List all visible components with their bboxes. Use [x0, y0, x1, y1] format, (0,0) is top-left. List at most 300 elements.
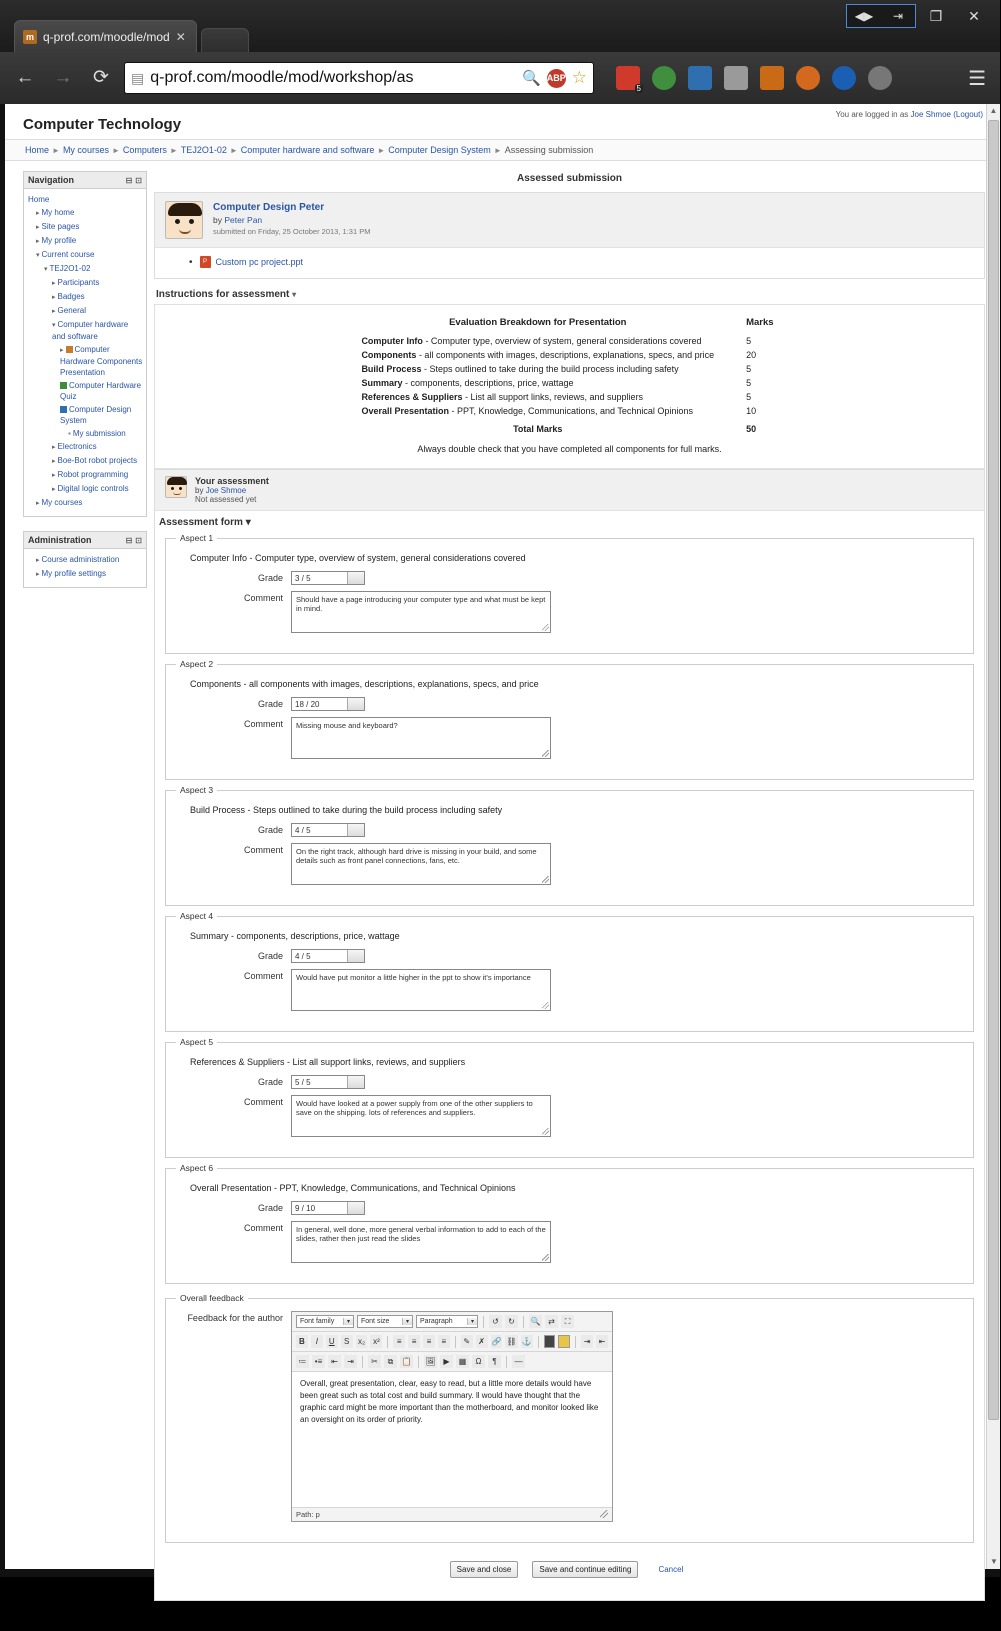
- submission-title[interactable]: [213, 201, 370, 213]
- overall-feedback-section: [165, 1293, 974, 1543]
- aspect-description: Summary - components, descriptions, price, wattage: [190, 931, 400, 941]
- powerpoint-icon: P: [200, 256, 211, 268]
- grade-label: Grade: [257, 1203, 283, 1213]
- pen-icon[interactable]: [724, 66, 748, 90]
- navigation-block-body: [24, 189, 146, 516]
- align-center-icon[interactable]: ≡: [408, 1335, 420, 1348]
- sidebar-item-label[interactable]: Home: [28, 195, 50, 204]
- chevron-down-icon[interactable]: [347, 698, 364, 710]
- administration-block-header: [24, 532, 146, 549]
- resize-handle[interactable]: [542, 1128, 549, 1135]
- background-color-icon[interactable]: [558, 1335, 570, 1348]
- criterion-name: Overall Presentation: [361, 406, 449, 416]
- font-size-value: Font size: [361, 1318, 390, 1325]
- tab-strip: [14, 18, 249, 52]
- aspect-2: [165, 659, 974, 780]
- chevron-down-icon[interactable]: ▾: [402, 1318, 412, 1325]
- editor-toolbar-row-2: [292, 1332, 612, 1352]
- align-justify-icon[interactable]: ≡: [438, 1335, 450, 1348]
- comment-textarea[interactable]: [291, 717, 551, 759]
- chevron-down-icon[interactable]: [347, 1202, 364, 1214]
- avatar: [165, 476, 187, 498]
- subscript-icon[interactable]: x₂: [356, 1335, 368, 1348]
- chart-icon[interactable]: [688, 66, 712, 90]
- breadcrumb-item-1[interactable]: My courses: [62, 145, 109, 155]
- italic-icon[interactable]: I: [311, 1335, 323, 1348]
- reload-icon[interactable]: ⟳: [93, 67, 109, 88]
- save-and-continue-button[interactable]: Save and continue editing: [532, 1561, 638, 1578]
- tab-favicon: m: [23, 30, 37, 44]
- table-row-total: [355, 418, 783, 436]
- sidebar-item-label[interactable]: Course administration: [41, 555, 120, 564]
- sidebar-item-label[interactable]: My submission: [72, 429, 126, 438]
- chevron-down-icon[interactable]: ▾: [292, 290, 297, 299]
- breadcrumb-sep: ►: [169, 146, 178, 155]
- sidebar-item-badges[interactable]: [28, 290, 143, 304]
- resize-handle[interactable]: [600, 1510, 608, 1518]
- chevron-right-icon: ▸: [36, 500, 40, 507]
- breadcrumb-item-6: Assessing submission: [504, 145, 594, 155]
- sidebar-item-course-administration[interactable]: [28, 553, 143, 567]
- chevron-down-icon: ▾: [52, 322, 56, 329]
- submission-author: [213, 215, 370, 225]
- editor-content[interactable]: Overall, great presentation, clear, easy to read, but a little more details would have been great such as total cost and build summary. ll would have thought that the graphic card might be more important than the motherboard, and monitor looked like an oversight on its order of priority.: [292, 1372, 612, 1507]
- grade-row: [176, 823, 963, 837]
- assessed-submission-heading: Assessed submission: [516, 173, 623, 184]
- grade-select[interactable]: [291, 1201, 365, 1215]
- aspect-description: Build Process - Steps outlined to take during the build process including safety: [190, 805, 503, 815]
- new-tab-button[interactable]: [201, 28, 249, 52]
- chevron-right-icon: ▸: [52, 458, 56, 465]
- chevron-right-icon: ▸: [52, 308, 56, 315]
- sidebar-item-label[interactable]: Site pages: [41, 222, 80, 231]
- sidebar-item-label[interactable]: Computer hardware and software: [52, 320, 129, 341]
- remove-format-icon[interactable]: ✗: [476, 1335, 488, 1348]
- mark-cell: 5: [746, 392, 752, 402]
- bookmark-star-icon[interactable]: ☆: [571, 68, 587, 87]
- search-icon[interactable]: 🔍: [522, 70, 541, 87]
- close-icon[interactable]: ✕: [175, 29, 186, 44]
- chevron-right-icon: ▸: [52, 486, 56, 493]
- sidebar-item-home[interactable]: [28, 193, 143, 206]
- paragraph-style-select[interactable]: [416, 1315, 478, 1328]
- chevron-right-icon: ▸: [52, 280, 56, 287]
- divider: [538, 1336, 539, 1348]
- your-assessment-header: [155, 470, 984, 511]
- unordered-list-icon[interactable]: •≡: [312, 1355, 325, 1368]
- scroll-up-icon[interactable]: ▲: [989, 106, 998, 115]
- underline-icon[interactable]: U: [326, 1335, 338, 1348]
- instructions-title[interactable]: [156, 289, 985, 300]
- image-icon[interactable]: 🖼: [425, 1357, 436, 1366]
- criterion-detail: - Steps outlined to take during the build process including safety: [421, 364, 679, 374]
- dock-right-icon[interactable]: ⇥: [892, 9, 904, 23]
- fullscreen-icon[interactable]: ⛶: [561, 1315, 574, 1328]
- list-item[interactable]: [189, 256, 974, 268]
- dock-icon[interactable]: ⊡: [135, 535, 142, 545]
- window-icon[interactable]: [760, 66, 784, 90]
- comment-label: Comment: [243, 593, 283, 603]
- rich-text-editor[interactable]: [291, 1311, 613, 1522]
- resize-handle[interactable]: [542, 1254, 549, 1261]
- criterion-name: References & Suppliers: [361, 392, 463, 402]
- text-color-icon[interactable]: [544, 1335, 556, 1348]
- mark-cell: 5: [746, 364, 752, 374]
- sidebar-item-label[interactable]: Boe-Bot robot projects: [57, 456, 138, 465]
- aspect-4: [165, 911, 974, 1032]
- table-row: [355, 404, 783, 418]
- assessment-form-title-text: Assessment form: [159, 517, 243, 528]
- copy-icon[interactable]: ⧉: [384, 1355, 397, 1368]
- comment-textarea[interactable]: [291, 591, 551, 633]
- grade-row: [176, 949, 963, 963]
- evaluation-breakdown-table: [355, 315, 783, 436]
- logout-link[interactable]: (Logout): [953, 110, 983, 119]
- chevron-down-icon[interactable]: [347, 572, 364, 584]
- media-icon[interactable]: ▶: [440, 1355, 453, 1368]
- submission-meta: [213, 201, 370, 236]
- submission-title-link[interactable]: Computer Design Peter: [213, 202, 325, 213]
- workshop-icon: [60, 406, 67, 413]
- link-icon[interactable]: 🔗: [491, 1337, 502, 1346]
- window-controls: [846, 4, 992, 28]
- sidebar-item-tej2o1[interactable]: [28, 262, 143, 276]
- chevron-right-icon: ▸: [36, 238, 40, 245]
- feedback-label: Feedback for the author: [187, 1313, 283, 1323]
- sidebar-item-label[interactable]: My profile settings: [41, 569, 106, 578]
- page-icon: ▤: [131, 69, 145, 86]
- comment-label: Comment: [243, 719, 283, 729]
- sidebar-item-participants[interactable]: [28, 276, 143, 290]
- sidebar-item-my-home[interactable]: [28, 206, 143, 220]
- comment-text: On the right track, although hard drive is missing in your build, and some details such as front panel connections, fans, etc.: [296, 847, 537, 865]
- sidebar-item-computer-hardware-quiz[interactable]: [28, 379, 143, 403]
- undo-icon[interactable]: ↺: [489, 1315, 502, 1328]
- chevron-right-icon: ▸: [36, 224, 40, 231]
- refresh-circle-icon[interactable]: [796, 66, 820, 90]
- font-family-select[interactable]: [296, 1315, 354, 1328]
- grade-select[interactable]: [291, 1075, 365, 1089]
- replace-icon[interactable]: ⇄: [545, 1315, 558, 1328]
- administration-block-title: Administration: [28, 535, 92, 545]
- page-title: Computer Technology: [23, 116, 182, 133]
- collapse-icon[interactable]: ⊟: [125, 175, 133, 185]
- chevron-down-icon[interactable]: ▾: [343, 1318, 353, 1325]
- breadcrumb-item-5[interactable]: Computer Design System: [388, 145, 491, 155]
- breadcrumb-sep: ►: [377, 146, 386, 155]
- resize-handle[interactable]: [542, 624, 549, 631]
- cancel-button[interactable]: Cancel: [652, 1561, 689, 1578]
- submission-author-link[interactable]: Peter Pan: [224, 215, 263, 225]
- sidebar-item-label[interactable]: Badges: [57, 292, 85, 301]
- sidebar-item-my-courses[interactable]: [28, 496, 143, 510]
- submission-header: [155, 193, 984, 248]
- grade-label: Grade: [257, 951, 283, 961]
- criterion-detail: - all components with images, descriptions, explanations, specs, and price: [416, 350, 715, 360]
- font-size-select[interactable]: [357, 1315, 413, 1328]
- attachment-link[interactable]: Custom pc project.ppt: [215, 257, 304, 267]
- submission-panel: [154, 192, 985, 279]
- download-icon[interactable]: [832, 66, 856, 90]
- navigation-block: [23, 171, 147, 517]
- find-icon[interactable]: 🔍: [530, 1317, 541, 1326]
- comment-textarea[interactable]: [291, 1221, 551, 1263]
- close-window-icon[interactable]: ✕: [968, 8, 980, 24]
- menu-icon[interactable]: ☰: [968, 67, 986, 90]
- sidebar-item-general[interactable]: [28, 304, 143, 318]
- criterion-cell: [355, 334, 720, 348]
- sidebar-item-label[interactable]: Computer Hardware Components Presentation: [60, 345, 143, 377]
- table-icon[interactable]: ▦: [456, 1355, 469, 1368]
- resize-handle[interactable]: [542, 750, 549, 757]
- outdent-icon[interactable]: ⇤: [328, 1355, 341, 1368]
- sidebar-item-computer-hardware-and-software[interactable]: [28, 318, 143, 343]
- dock-icon[interactable]: ⊡: [135, 175, 142, 185]
- sidebar-item-label[interactable]: Digital logic controls: [57, 484, 129, 493]
- sidebar-item-my-submission[interactable]: [28, 427, 143, 440]
- chevron-down-icon[interactable]: [347, 824, 364, 836]
- cleanup-icon[interactable]: ✎: [461, 1335, 473, 1348]
- chevron-right-icon: ▸: [52, 294, 56, 301]
- grade-label: Grade: [257, 573, 283, 583]
- ltr-icon[interactable]: ⇥: [581, 1335, 593, 1348]
- divider: [575, 1336, 576, 1348]
- sidebar-item-site-pages[interactable]: [28, 220, 143, 234]
- breadcrumb-sep: ►: [111, 146, 120, 155]
- sidebar: [5, 161, 150, 602]
- comment-label: Comment: [243, 971, 283, 981]
- comment-row: [176, 969, 963, 1011]
- strikethrough-icon[interactable]: S: [341, 1335, 353, 1348]
- logged-in-user-link[interactable]: Joe Shmoe: [910, 110, 951, 119]
- page-scrollbar[interactable]: [986, 104, 1000, 1569]
- grade-value: 4 / 5: [295, 825, 311, 835]
- breadcrumb-item-2[interactable]: Computers: [122, 145, 167, 155]
- criterion-name: Build Process: [361, 364, 422, 374]
- superscript-icon[interactable]: x²: [370, 1335, 382, 1348]
- chevron-down-icon[interactable]: [347, 1076, 364, 1088]
- grade-label: Grade: [257, 825, 283, 835]
- divider: [455, 1336, 456, 1348]
- sidebar-item-label[interactable]: Participants: [57, 278, 100, 287]
- comment-textarea[interactable]: [291, 1095, 551, 1137]
- sidebar-item-digital-logic-controls[interactable]: [28, 482, 143, 496]
- sidebar-item-label[interactable]: My profile: [41, 236, 77, 245]
- sidebar-item-label[interactable]: My courses: [41, 498, 83, 507]
- ordered-list-icon[interactable]: ≔: [296, 1355, 309, 1368]
- breadcrumb-item-3[interactable]: TEJ2O1-02: [180, 145, 227, 155]
- aspect-legend: Aspect 3: [176, 785, 217, 795]
- tab-title: q-prof.com/moodle/mod: [43, 29, 170, 44]
- your-assessment-author: [195, 486, 269, 495]
- editor-path-label: Path: p: [296, 1510, 320, 1519]
- dock-left-icon[interactable]: ◀▶: [854, 9, 874, 23]
- assessor-link[interactable]: Joe Shmoe: [205, 486, 247, 495]
- adblock-icon[interactable]: ABP: [547, 69, 566, 88]
- extension-toolbar: [616, 66, 892, 90]
- leaf-icon[interactable]: [652, 66, 676, 90]
- bold-icon[interactable]: B: [296, 1335, 308, 1348]
- aspect-description: References & Suppliers - List all support links, reviews, and suppliers: [190, 1057, 466, 1067]
- criterion-cell: [355, 404, 720, 418]
- comment-text: Should have a page introducing your computer type and what must be kept in mind.: [296, 595, 546, 613]
- comment-textarea[interactable]: [291, 843, 551, 885]
- equation-icon[interactable]: Ω: [472, 1355, 485, 1368]
- special-char-icon[interactable]: ¶: [488, 1355, 501, 1368]
- scrollbar-thumb[interactable]: [988, 120, 999, 1420]
- align-left-icon[interactable]: ≡: [393, 1335, 405, 1348]
- unlink-icon[interactable]: ⛓: [506, 1337, 517, 1346]
- comment-label: Comment: [243, 1223, 283, 1233]
- save-and-close-button[interactable]: Save and close: [450, 1561, 519, 1578]
- aspect-5: [165, 1037, 974, 1158]
- rtl-icon[interactable]: ⇤: [596, 1335, 608, 1348]
- resize-handle[interactable]: [542, 876, 549, 883]
- logged-in-status: [836, 110, 983, 119]
- bullet-icon: ▪: [68, 429, 71, 438]
- aspect-legend: Aspect 5: [176, 1037, 217, 1047]
- chevron-down-icon[interactable]: ▾: [245, 517, 251, 528]
- divider: [483, 1316, 484, 1328]
- grade-value: 3 / 5: [295, 573, 311, 583]
- grade-row: [176, 1075, 963, 1089]
- divider: [418, 1356, 419, 1368]
- criterion-detail: - Computer type, overview of system, general considerations covered: [422, 336, 702, 346]
- sidebar-item-label[interactable]: Computer Hardware Quiz: [60, 381, 142, 401]
- sidebar-item-label[interactable]: Electronics: [57, 442, 97, 451]
- chevron-right-icon: ▸: [60, 347, 64, 354]
- table-row: [355, 376, 783, 390]
- chevron-down-icon: ▾: [36, 252, 40, 259]
- sidebar-item-label[interactable]: Computer Design System: [60, 405, 132, 425]
- resize-handle[interactable]: [542, 1002, 549, 1009]
- sidebar-item-computer-design-system[interactable]: [28, 403, 143, 427]
- globe-icon[interactable]: [868, 66, 892, 90]
- by-prefix: by: [213, 215, 222, 225]
- marks-header: Marks: [746, 317, 774, 328]
- mark-cell: 20: [746, 350, 757, 360]
- grade-select[interactable]: [291, 949, 365, 963]
- grade-value: 9 / 10: [295, 1203, 316, 1213]
- feedback-row: [176, 1311, 963, 1522]
- indent-icon[interactable]: ⇥: [344, 1355, 357, 1368]
- chevron-right-icon: ▸: [36, 557, 40, 564]
- sidebar-item-label[interactable]: Current course: [41, 250, 95, 259]
- grade-select[interactable]: [291, 571, 365, 585]
- divider: [506, 1356, 507, 1368]
- criterion-cell: [355, 376, 720, 390]
- your-assessment-panel: [154, 469, 985, 1601]
- comment-label: Comment: [243, 1097, 283, 1107]
- grade-select[interactable]: [291, 697, 365, 711]
- aspect-legend: Aspect 6: [176, 1163, 217, 1173]
- attachment-list: [155, 248, 984, 278]
- sidebar-item-current-course[interactable]: [28, 248, 143, 262]
- overall-feedback-legend: Overall feedback: [176, 1293, 248, 1303]
- by-prefix: by: [195, 486, 204, 495]
- cut-icon[interactable]: ✂: [368, 1355, 381, 1368]
- chevron-right-icon: ▸: [52, 444, 56, 451]
- sidebar-item-label[interactable]: My home: [41, 208, 75, 217]
- breadcrumb-sep: ►: [493, 146, 502, 155]
- divider: [387, 1336, 388, 1348]
- sidebar-item-robot-programming[interactable]: [28, 468, 143, 482]
- assessment-form-title[interactable]: [159, 517, 984, 528]
- aspect-description: Components - all components with images, descriptions, explanations, specs, and price: [190, 679, 539, 689]
- table-header-row: [355, 315, 783, 334]
- comment-row: [176, 1095, 963, 1137]
- instructions-note: Always double check that you have completed all components for full marks.: [417, 444, 722, 454]
- page-columns: [5, 161, 995, 1631]
- block-header-icons: [126, 176, 142, 185]
- comment-row: [176, 591, 963, 633]
- sidebar-item-hardware-components-presentation[interactable]: [28, 343, 143, 379]
- grade-select[interactable]: [291, 823, 365, 837]
- chevron-down-icon[interactable]: ▾: [467, 1318, 477, 1325]
- chevron-down-icon[interactable]: [347, 950, 364, 962]
- editor-toolbar-row-3: [292, 1352, 612, 1372]
- submission-date: submitted on Friday, 25 October 2013, 1:31 PM: [213, 227, 371, 236]
- aspect-legend: Aspect 2: [176, 659, 217, 669]
- comment-text: In general, well done, more general verbal information to add to each of the slides, rather then just read the slides: [296, 1225, 546, 1243]
- sidebar-item-label[interactable]: General: [57, 306, 86, 315]
- criterion-detail: - List all support links, reviews, and suppliers: [462, 392, 644, 402]
- comment-text: Would have looked at a power supply from one of the other suppliers to save on the shipping. lots of references and suppliers.: [296, 1099, 533, 1117]
- aspect-1: [165, 533, 974, 654]
- puzzle-icon[interactable]: [616, 66, 640, 90]
- criterion-cell: [355, 362, 720, 376]
- horizontal-rule-icon[interactable]: —: [512, 1355, 525, 1368]
- url-text: q-prof.com/moodle/mod/workshop/as: [150, 69, 414, 86]
- table-row: [355, 334, 783, 348]
- address-bar[interactable]: [124, 62, 594, 94]
- sidebar-item-my-profile-settings[interactable]: [28, 567, 143, 581]
- breadcrumb-item-4[interactable]: Computer hardware and software: [240, 145, 375, 155]
- criterion-name: Components: [361, 350, 417, 360]
- criterion-name: Summary: [361, 378, 403, 388]
- window-dock-group[interactable]: [846, 4, 916, 28]
- your-assessment-title: Your assessment: [195, 476, 269, 486]
- restore-icon[interactable]: ❐: [929, 8, 943, 24]
- sidebar-item-my-profile[interactable]: [28, 234, 143, 248]
- align-right-icon[interactable]: ≡: [423, 1335, 435, 1348]
- mark-cell: 5: [746, 336, 752, 346]
- table-row: [355, 348, 783, 362]
- comment-textarea[interactable]: [291, 969, 551, 1011]
- breadcrumb-item-0[interactable]: Home: [25, 145, 50, 155]
- forward-icon[interactable]: →: [53, 67, 73, 88]
- bullet-icon: •: [189, 256, 193, 268]
- instructions-title-text: Instructions for assessment: [156, 289, 290, 300]
- breadcrumb-sep: ►: [52, 146, 60, 155]
- grade-label: Grade: [257, 699, 283, 709]
- scroll-down-icon[interactable]: ▼: [990, 1557, 998, 1566]
- sidebar-item-boebot-robot-projects[interactable]: [28, 454, 143, 468]
- redo-icon[interactable]: ↻: [505, 1315, 518, 1328]
- paste-icon[interactable]: 📋: [401, 1357, 412, 1366]
- browser-navbar: [0, 52, 1000, 104]
- grade-label: Grade: [257, 1077, 283, 1087]
- browser-tab[interactable]: [14, 20, 197, 52]
- divider: [362, 1356, 363, 1368]
- sidebar-item-label[interactable]: TEJ2O1-02: [49, 264, 91, 273]
- collapse-icon[interactable]: ⊟: [125, 535, 133, 545]
- anchor-icon[interactable]: ⚓: [521, 1337, 532, 1346]
- sidebar-item-electronics[interactable]: [28, 440, 143, 454]
- back-icon[interactable]: ←: [15, 67, 35, 88]
- mark-cell: 10: [746, 406, 757, 416]
- sidebar-item-label[interactable]: Robot programming: [57, 470, 129, 479]
